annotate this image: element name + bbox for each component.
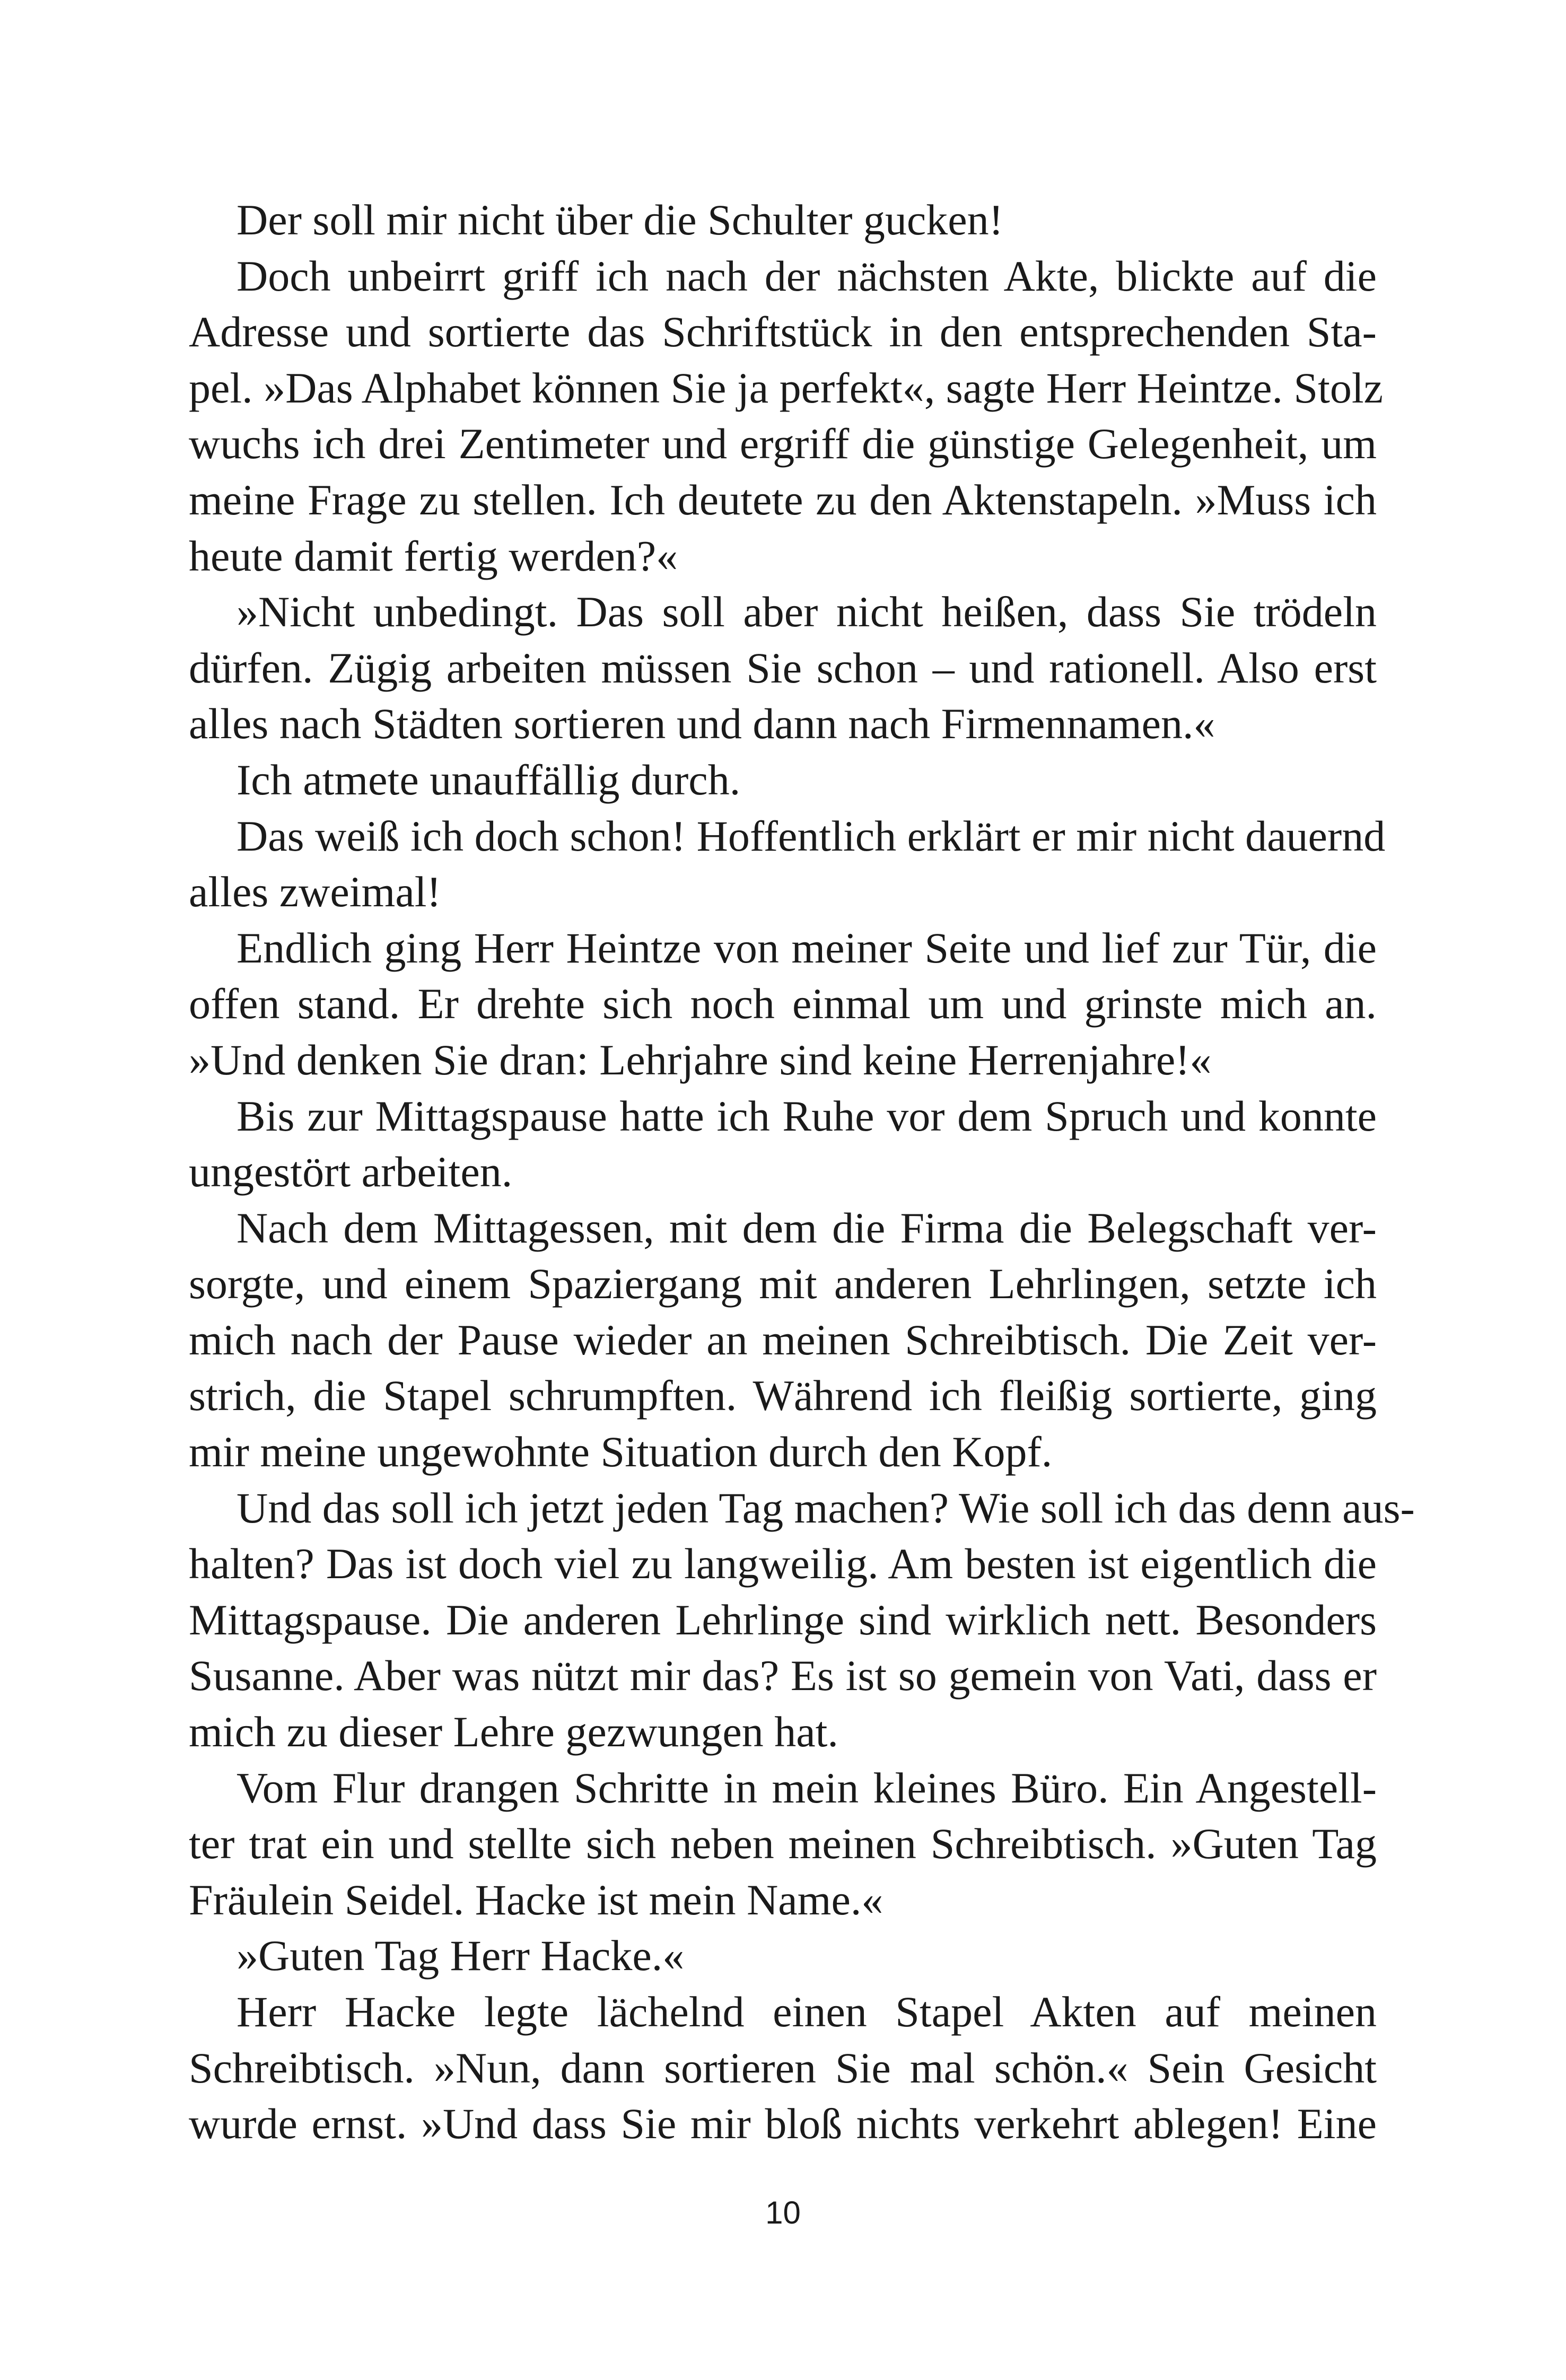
page-number: 10	[765, 2195, 801, 2230]
text-line: sorgte, und einem Spaziergang mit anderen Lehrlingen, setzte ich	[189, 1259, 1377, 1308]
text-line: mich nach der Pause wieder an meinen Schreibtisch. Die Zeit ver-	[189, 1315, 1377, 1364]
text-line: heute damit fertig werden?«	[189, 531, 678, 580]
text-line: »Nicht unbedingt. Das soll aber nicht heißen, dass Sie trödeln	[237, 588, 1377, 636]
text-line: mich zu dieser Lehre gezwungen hat.	[189, 1708, 838, 1756]
text-line: Der soll mir nicht über die Schulter gucken!	[237, 196, 1003, 244]
text-line: Vom Flur drangen Schritte in mein kleines Büro. Ein Angestell-	[237, 1763, 1377, 1812]
text-line: strich, die Stapel schrumpften. Während ich fleißig sortierte, ging	[189, 1371, 1377, 1420]
text-line: Fräulein Seidel. Hacke ist mein Name.«	[189, 1875, 883, 1924]
text-line: Adresse und sortierte das Schriftstück in den entsprechenden Sta-	[189, 308, 1377, 356]
text-line: pel. »Das Alphabet können Sie ja perfekt«, sagte Herr Heintze. Stolz	[189, 363, 1384, 412]
text-line: Nach dem Mittagessen, mit dem die Firma die Belegschaft ver-	[237, 1203, 1377, 1252]
text-line: Das weiß ich doch schon! Hoffentlich erklärt er mir nicht dauernd	[237, 811, 1386, 860]
body-text	[189, 192, 1415, 2152]
text-line: mir meine ungewohnte Situation durch den Kopf.	[189, 1428, 1053, 1476]
text-line: Bis zur Mittagspause hatte ich Ruhe vor dem Spruch und konnte	[237, 1091, 1377, 1140]
text-line: halten? Das ist doch viel zu langweilig. Am besten ist eigentlich die	[189, 1539, 1377, 1588]
text-line: dürfen. Zügig arbeiten müssen Sie schon – und rationell. Also erst	[189, 643, 1377, 692]
text-line: »Und denken Sie dran: Lehrjahre sind keine Herrenjahre!«	[189, 1035, 1212, 1084]
text-line: »Guten Tag Herr Hacke.«	[237, 1931, 685, 1980]
text-line: Schreibtisch. »Nun, dann sortieren Sie mal schön.« Sein Gesicht	[189, 2043, 1377, 2092]
text-line: wuchs ich drei Zentimeter und ergriff die günstige Gelegenheit, um	[189, 419, 1377, 468]
text-line: alles zweimal!	[189, 868, 441, 916]
text-line: Und das soll ich jetzt jeden Tag machen? Wie soll ich das denn aus-	[237, 1483, 1415, 1532]
text-line: Mittagspause. Die anderen Lehrlinge sind wirklich nett. Besonders	[189, 1595, 1377, 1644]
text-line: Ich atmete unauffällig durch.	[237, 755, 741, 804]
text-line: Susanne. Aber was nützt mir das? Es ist so gemein von Vati, dass er	[189, 1651, 1377, 1700]
text-line: Herr Hacke legte lächelnd einen Stapel Akten auf meinen	[237, 1988, 1377, 2036]
text-line: ter trat ein und stellte sich neben meinen Schreibtisch. »Guten Tag	[189, 1819, 1377, 1868]
text-line: meine Frage zu stellen. Ich deutete zu den Aktenstapeln. »Muss ich	[189, 475, 1377, 524]
text-line: Endlich ging Herr Heintze von meiner Seite und lief zur Tür, die	[237, 923, 1377, 972]
text-line: ungestört arbeiten.	[189, 1148, 513, 1196]
text-line: offen stand. Er drehte sich noch einmal um und grinste mich an.	[189, 979, 1377, 1028]
text-line: wurde ernst. »Und dass Sie mir bloß nichts verkehrt ablegen! Eine	[189, 2099, 1377, 2148]
text-line: Doch unbeirrt griff ich nach der nächsten Akte, blickte auf die	[237, 251, 1377, 300]
text-line: alles nach Städten sortieren und dann nach Firmennamen.«	[189, 699, 1215, 748]
